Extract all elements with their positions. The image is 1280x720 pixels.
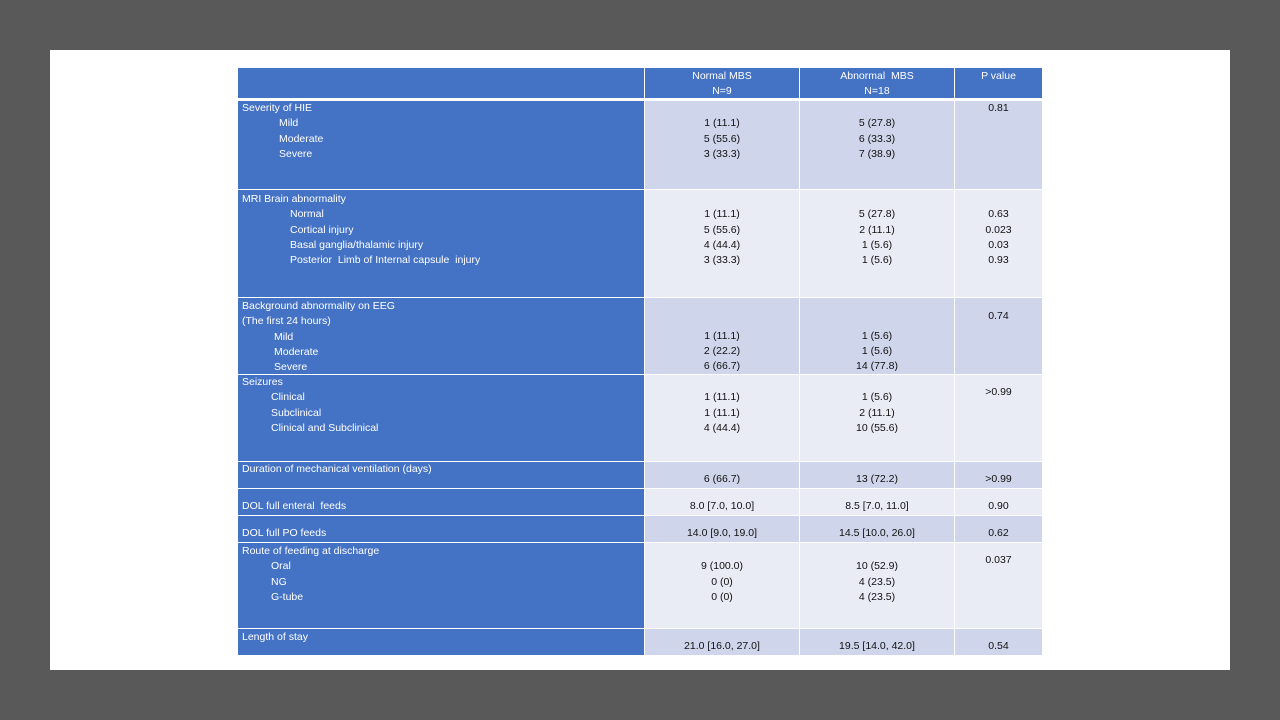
abnormal-value: 4 (23.5) xyxy=(858,590,896,603)
table-row-enteral-feeds xyxy=(238,489,1042,515)
normal-value: 3 (33.3) xyxy=(703,254,741,267)
row-item-label: Cortical injury xyxy=(290,223,354,236)
normal-value: 8.0 [7.0, 10.0] xyxy=(689,500,755,512)
row-item-label: Basal ganglia/thalamic injury xyxy=(290,238,424,251)
table-header xyxy=(238,68,1042,98)
normal-mbs-n: N=9 xyxy=(712,85,732,98)
header-p-value: P value xyxy=(955,68,1042,98)
row-item-label: Mild xyxy=(279,117,299,130)
normal-value: 4 (44.4) xyxy=(703,238,741,251)
normal-value: 2 (22.2) xyxy=(703,344,741,357)
header-normal-mbs xyxy=(645,68,799,98)
p-value: 0.90 xyxy=(988,500,1009,512)
row-title: MRI Brain abnormality xyxy=(242,193,346,205)
p-value: 0.74 xyxy=(988,310,1009,322)
row-title: Duration of mechanical ventilation (days) xyxy=(242,463,432,475)
row-title: Severity of HIE xyxy=(242,102,313,114)
p-value: 0.023 xyxy=(985,223,1012,236)
normal-value: 5 (55.6) xyxy=(703,223,741,236)
table-row-severity-hie xyxy=(238,101,1042,189)
abnormal-value: 1 (5.6) xyxy=(861,344,893,357)
abnormal-value: 19.5 [14.0, 42.0] xyxy=(839,640,915,652)
slide xyxy=(50,50,1230,670)
normal-value: 1 (11.1) xyxy=(704,329,740,342)
row-item-label: Subclinical xyxy=(271,406,322,419)
abnormal-value: 5 (27.8) xyxy=(858,117,896,130)
normal-value: 0 (0) xyxy=(711,575,733,588)
p-value: 0.81 xyxy=(988,102,1009,114)
abnormal-value: 4 (23.5) xyxy=(858,575,896,588)
normal-value: 1 (11.1) xyxy=(704,208,740,221)
normal-value: 9 (100.0) xyxy=(700,560,744,573)
abnormal-value: 8.5 [7.0, 11.0] xyxy=(845,500,909,512)
p-value: 0.03 xyxy=(988,238,1009,251)
abnormal-value: 2 (11.1) xyxy=(859,223,895,236)
abnormal-value: 1 (5.6) xyxy=(861,329,893,342)
row-title: Length of stay xyxy=(242,631,308,643)
normal-value: 0 (0) xyxy=(711,590,733,603)
normal-mbs-title: Normal MBS xyxy=(692,70,752,82)
row-title: Seizures xyxy=(242,376,283,388)
row-item-label: Severe xyxy=(274,361,308,374)
table-row-length-of-stay xyxy=(238,629,1042,655)
row-item-label: Mild xyxy=(274,330,294,343)
abnormal-value: 14.5 [10.0, 26.0] xyxy=(839,527,915,539)
table-row-mri xyxy=(238,190,1042,297)
row-item-label: Oral xyxy=(271,560,291,573)
row-title: DOL full PO feeds xyxy=(242,527,327,539)
table-row-route-feeding xyxy=(238,543,1042,628)
normal-value: 1 (11.1) xyxy=(704,391,740,404)
normal-value: 14.0 [9.0, 19.0] xyxy=(686,527,758,539)
abnormal-mbs-title: Abnormal MBS xyxy=(840,70,914,82)
row-title: Route of feeding at discharge xyxy=(242,545,380,557)
abnormal-value: 10 (52.9) xyxy=(855,560,899,573)
p-value: >0.99 xyxy=(985,386,1012,398)
p-value: 0.54 xyxy=(988,640,1009,652)
abnormal-value: 14 (77.8) xyxy=(855,360,899,373)
row-item-label: Posterior Limb of Internal capsule injury xyxy=(290,254,481,267)
abnormal-value: 2 (11.1) xyxy=(859,406,895,419)
normal-value: 6 (66.7) xyxy=(703,473,741,485)
row-item-label: Severe xyxy=(279,147,313,160)
normal-value: 1 (11.1) xyxy=(704,117,740,130)
row-title: DOL full enteral feeds xyxy=(242,500,347,512)
abnormal-value: 13 (72.2) xyxy=(855,473,899,485)
p-value: 0.63 xyxy=(988,208,1009,221)
row-title: Background abnormality on EEG xyxy=(242,300,395,312)
row-item-label: Clinical xyxy=(271,391,305,404)
table-row-po-feeds xyxy=(238,516,1042,542)
table-row-eeg xyxy=(238,298,1042,374)
row-item-label: Normal xyxy=(290,208,324,221)
abnormal-value: 1 (5.6) xyxy=(861,391,893,404)
normal-value: 4 (44.4) xyxy=(703,421,741,434)
row-item-label: G-tube xyxy=(271,590,304,603)
abnormal-value: 6 (33.3) xyxy=(858,132,896,145)
normal-value: 3 (33.3) xyxy=(703,147,741,160)
abnormal-value: 1 (5.6) xyxy=(861,238,893,251)
abnormal-value: 10 (55.6) xyxy=(855,421,899,434)
abnormal-value: 1 (5.6) xyxy=(861,254,893,267)
p-value: 0.62 xyxy=(988,527,1009,539)
row-subtitle: (The first 24 hours) xyxy=(242,315,331,328)
p-value: >0.99 xyxy=(985,473,1012,485)
row-item-label: Moderate xyxy=(279,132,324,145)
row-item-label: Clinical and Subclinical xyxy=(271,421,379,434)
table-row-ventilation xyxy=(238,462,1042,488)
abnormal-mbs-n: N=18 xyxy=(864,85,890,98)
p-value: 0.037 xyxy=(985,554,1012,566)
table-row-seizures xyxy=(238,375,1042,461)
normal-value: 21.0 [16.0, 27.0] xyxy=(684,640,760,652)
p-value: 0.93 xyxy=(988,254,1009,267)
abnormal-value: 7 (38.9) xyxy=(858,147,896,160)
header-characteristic xyxy=(238,68,644,98)
abnormal-value: 5 (27.8) xyxy=(858,208,896,221)
header-abnormal-mbs xyxy=(800,68,954,98)
row-item-label: Moderate xyxy=(274,345,319,358)
normal-value: 1 (11.1) xyxy=(704,406,740,419)
row-item-label: NG xyxy=(271,575,287,588)
results-table xyxy=(238,68,1042,655)
normal-value: 5 (55.6) xyxy=(703,132,741,145)
normal-value: 6 (66.7) xyxy=(703,360,741,373)
